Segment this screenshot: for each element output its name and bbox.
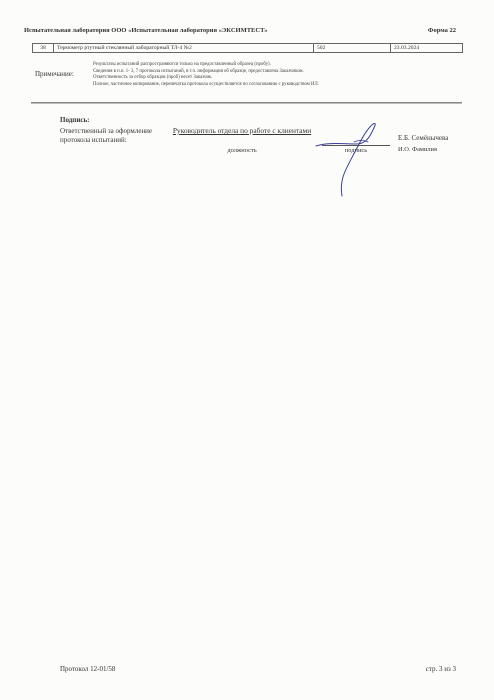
row-number-cell: 38: [33, 44, 54, 53]
note-line: Ответственность за отбор образцов (проб) несет Заказчик.: [93, 75, 213, 81]
form-number: Форма 22: [427, 27, 456, 34]
name-caption: И.О. Фамилия: [398, 146, 437, 153]
note-text: [93, 62, 453, 88]
note-line: Полное, частичное копирование, перепечатка протокола осуществляется по согласованию с руководством ИЛ.: [93, 81, 319, 87]
results-table: [32, 43, 463, 53]
row-code-cell: 502: [314, 44, 391, 53]
responsible-label: Ответственный за оформление протокола испытаний:: [60, 127, 153, 144]
section-divider: [31, 102, 462, 104]
name-value: Е.Б. Семёнычева: [398, 134, 449, 142]
lab-header: Испытательная лаборатория ООО «Испытательная лаборатория «ЭКСИМТЕСТ»: [24, 27, 268, 34]
handwritten-signature: [314, 120, 384, 200]
note-line: Результаты испытаний распространяются только на предоставленный образец (пробу).: [93, 62, 271, 67]
table-row: [33, 44, 463, 53]
position-caption: должность: [227, 147, 257, 154]
signature-caption: подпись: [344, 147, 368, 154]
note-line: Сведения в п.п. 1- 3, 7 протокола испытаний, в т.ч. информация об образце, предоставлена Заказчиком.: [93, 68, 304, 74]
row-name-cell: Термометр ртутный стеклянный лабораторный ТЛ-4 №2: [54, 44, 314, 53]
protocol-number: Протокол 12-01/58: [60, 665, 116, 673]
page-number: стр. 3 из 3: [425, 665, 456, 673]
position-value: Руководитель отдела по работе с клиентами: [172, 126, 312, 135]
row-date-cell: 23.03.2024: [391, 44, 463, 53]
note-label: Примечание:: [35, 70, 74, 78]
signatures-heading: Подпись:: [60, 116, 90, 124]
